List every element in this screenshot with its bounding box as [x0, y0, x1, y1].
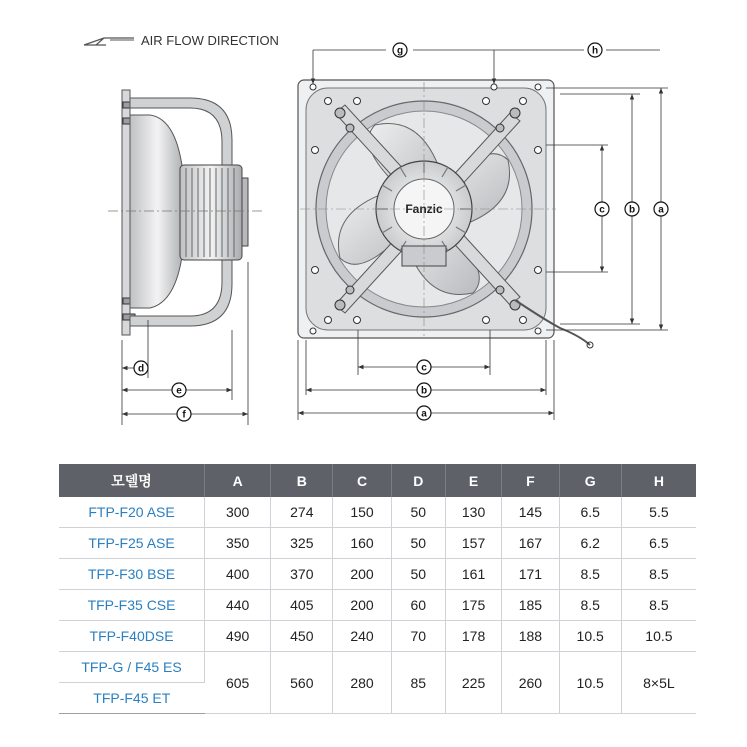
- table-row: [59, 621, 696, 652]
- dim-label-c-vertical: [595, 202, 609, 216]
- dim-label-b-horizontal: [417, 383, 431, 397]
- cell-b: 450: [271, 621, 333, 652]
- svg-text:e: e: [176, 385, 182, 397]
- cell-f: 171: [502, 559, 559, 590]
- header-f: F: [502, 464, 559, 497]
- cell-d: 85: [391, 652, 445, 714]
- cell-g: 10.5: [559, 652, 621, 714]
- table-row-merged-top: [59, 652, 696, 683]
- cell-a: 440: [205, 590, 271, 621]
- side-motor-body: [180, 165, 242, 260]
- cell-d: 50: [391, 559, 445, 590]
- dim-label-c-horizontal: [417, 360, 431, 374]
- cell-e: 157: [445, 528, 501, 559]
- cell-h: 8.5: [621, 590, 696, 621]
- header-h: H: [621, 464, 696, 497]
- airflow-label: AIR FLOW DIRECTION: [141, 33, 279, 48]
- svg-text:c: c: [599, 204, 605, 216]
- cell-g: 8.5: [559, 559, 621, 590]
- cell-d: 70: [391, 621, 445, 652]
- airflow-direction-legend: [84, 33, 279, 48]
- cell-e: 161: [445, 559, 501, 590]
- svg-text:a: a: [421, 408, 427, 420]
- svg-text:a: a: [658, 204, 664, 216]
- cell-f: 260: [502, 652, 559, 714]
- cell-a: 400: [205, 559, 271, 590]
- model-cell: TFP-F25 ASE: [59, 528, 205, 559]
- cell-c: 160: [333, 528, 391, 559]
- svg-text:b: b: [628, 204, 636, 216]
- cell-a: 605: [205, 652, 271, 714]
- svg-text:g: g: [396, 45, 404, 57]
- model-cell: FTP-F20 ASE: [59, 497, 205, 528]
- svg-text:b: b: [420, 385, 428, 397]
- cell-h: 6.5: [621, 528, 696, 559]
- cell-f: 188: [502, 621, 559, 652]
- cell-a: 300: [205, 497, 271, 528]
- cell-c: 200: [333, 559, 391, 590]
- cell-f: 185: [502, 590, 559, 621]
- specification-table: [59, 464, 696, 714]
- model-cell: TFP-F40DSE: [59, 621, 205, 652]
- front-view: [298, 80, 593, 348]
- dim-label-a-vertical: [654, 202, 668, 216]
- header-a: A: [205, 464, 271, 497]
- header-e: E: [445, 464, 501, 497]
- dim-label-g: [393, 43, 407, 57]
- table-row: [59, 590, 696, 621]
- cell-c: 150: [333, 497, 391, 528]
- svg-text:h: h: [591, 45, 599, 57]
- cell-f: 145: [502, 497, 559, 528]
- cell-h: 8×5L: [621, 652, 696, 714]
- svg-text:c: c: [421, 362, 427, 374]
- dim-label-f: [177, 407, 191, 421]
- cell-c: 280: [333, 652, 391, 714]
- dim-label-h: [588, 43, 602, 57]
- airflow-arrow-icon: [84, 38, 134, 45]
- table-row: [59, 559, 696, 590]
- cell-d: 50: [391, 497, 445, 528]
- model-cell: TFP-F30 BSE: [59, 559, 205, 590]
- cell-e: 175: [445, 590, 501, 621]
- cell-b: 370: [271, 559, 333, 590]
- dim-label-d: [134, 361, 148, 375]
- header-model: 모델명: [59, 464, 205, 497]
- cell-b: 405: [271, 590, 333, 621]
- cell-g: 6.2: [559, 528, 621, 559]
- table-row: [59, 528, 696, 559]
- header-c: C: [333, 464, 391, 497]
- cell-b: 274: [271, 497, 333, 528]
- side-view: [108, 90, 262, 335]
- cell-f: 167: [502, 528, 559, 559]
- model-cell: TFP-F35 CSE: [59, 590, 205, 621]
- table-header-row: [59, 464, 696, 497]
- cell-b: 560: [271, 652, 333, 714]
- cell-c: 240: [333, 621, 391, 652]
- cell-d: 50: [391, 528, 445, 559]
- dim-label-e: [172, 383, 186, 397]
- header-g: G: [559, 464, 621, 497]
- cell-b: 325: [271, 528, 333, 559]
- table-row: [59, 497, 696, 528]
- brand-logo: Fanzic: [405, 202, 443, 216]
- svg-text:f: f: [182, 409, 186, 421]
- cell-c: 200: [333, 590, 391, 621]
- cell-h: 5.5: [621, 497, 696, 528]
- cell-d: 60: [391, 590, 445, 621]
- dim-label-b-vertical: [625, 202, 639, 216]
- cell-g: 8.5: [559, 590, 621, 621]
- header-b: B: [271, 464, 333, 497]
- cell-e: 130: [445, 497, 501, 528]
- cell-h: 10.5: [621, 621, 696, 652]
- side-shroud: [130, 115, 185, 308]
- cell-a: 490: [205, 621, 271, 652]
- cell-e: 225: [445, 652, 501, 714]
- svg-text:d: d: [137, 363, 145, 375]
- cell-a: 350: [205, 528, 271, 559]
- model-cell: TFP-G / F45 ES: [59, 652, 205, 683]
- header-d: D: [391, 464, 445, 497]
- cell-e: 178: [445, 621, 501, 652]
- cell-g: 6.5: [559, 497, 621, 528]
- model-cell: TFP-F45 ET: [59, 683, 205, 714]
- cell-h: 8.5: [621, 559, 696, 590]
- dim-label-a-horizontal: [417, 406, 431, 420]
- cell-g: 10.5: [559, 621, 621, 652]
